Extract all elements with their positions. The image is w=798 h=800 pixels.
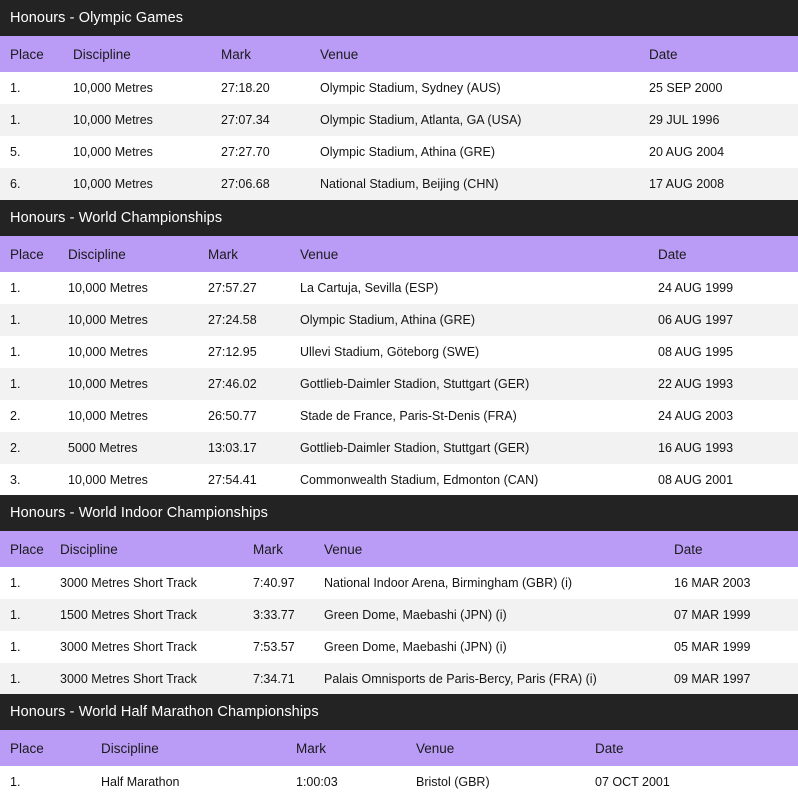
column-header-date: Date [674, 541, 703, 557]
table-header-row [0, 236, 798, 272]
venue-cell: National Indoor Arena, Birmingham (GBR) (i) [324, 576, 573, 590]
place-cell: 1. [10, 81, 21, 95]
discipline-cell: 10,000 Metres [68, 281, 148, 295]
venue-cell: Olympic Stadium, Sydney (AUS) [320, 81, 501, 95]
honours-table [0, 531, 798, 694]
column-header-venue: Venue [300, 246, 339, 262]
discipline-cell: 1500 Metres Short Track [60, 608, 197, 622]
date-cell: 05 MAR 1999 [674, 640, 751, 654]
mark-cell: 7:34.71 [253, 672, 295, 686]
table-row [0, 631, 798, 663]
column-header-venue: Venue [320, 46, 359, 62]
column-header-place: Place [10, 46, 44, 62]
table-header-row [0, 730, 798, 766]
venue-cell: Olympic Stadium, Athina (GRE) [320, 145, 496, 159]
column-header-venue: Venue [324, 541, 363, 557]
venue-cell: Stade de France, Paris-St-Denis (FRA) [300, 409, 517, 423]
date-cell: 20 AUG 2004 [649, 145, 725, 159]
table-row [0, 336, 798, 368]
venue-cell: Bristol (GBR) [416, 775, 490, 789]
place-cell: 1. [10, 640, 21, 654]
table-header-row [0, 531, 798, 567]
date-cell: 22 AUG 1993 [658, 377, 734, 391]
column-header-venue: Venue [416, 740, 455, 756]
venue-cell: Green Dome, Maebashi (JPN) (i) [324, 640, 507, 654]
place-cell: 1. [10, 281, 21, 295]
date-cell: 06 AUG 1997 [658, 313, 734, 327]
section-title: Honours - World Half Marathon Championships [0, 694, 798, 730]
table-row [0, 72, 798, 104]
table-row [0, 567, 798, 599]
mark-cell: 26:50.77 [208, 409, 257, 423]
venue-cell: Gottlieb-Daimler Stadion, Stuttgart (GER) [300, 441, 530, 455]
discipline-cell: 3000 Metres Short Track [60, 576, 197, 590]
mark-cell: 27:12.95 [208, 345, 257, 359]
discipline-cell: 10,000 Metres [68, 313, 148, 327]
date-cell: 17 AUG 2008 [649, 177, 725, 191]
place-cell: 1. [10, 377, 21, 391]
venue-cell: Olympic Stadium, Athina (GRE) [300, 313, 476, 327]
column-header-mark: Mark [253, 541, 283, 557]
column-header-date: Date [658, 246, 687, 262]
date-cell: 25 SEP 2000 [649, 81, 723, 95]
column-header-discipline: Discipline [60, 541, 118, 557]
mark-cell: 27:27.70 [221, 145, 270, 159]
table-row [0, 432, 798, 464]
place-cell: 2. [10, 409, 21, 423]
place-cell: 1. [10, 313, 21, 327]
column-header-mark: Mark [221, 46, 251, 62]
table-row [0, 272, 798, 304]
discipline-cell: 3000 Metres Short Track [60, 672, 197, 686]
column-header-place: Place [10, 541, 44, 557]
discipline-cell: 10,000 Metres [68, 345, 148, 359]
discipline-cell: 10,000 Metres [68, 377, 148, 391]
honours-table [0, 730, 798, 798]
place-cell: 1. [10, 672, 21, 686]
table-row [0, 663, 798, 694]
date-cell: 29 JUL 1996 [649, 113, 720, 127]
mark-cell: 1:00:03 [296, 775, 338, 789]
table-row [0, 136, 798, 168]
column-header-discipline: Discipline [68, 246, 126, 262]
mark-cell: 27:57.27 [208, 281, 257, 295]
column-header-discipline: Discipline [101, 740, 159, 756]
discipline-cell: 10,000 Metres [73, 113, 153, 127]
table-row [0, 368, 798, 400]
place-cell: 1. [10, 608, 21, 622]
date-cell: 24 AUG 1999 [658, 281, 734, 295]
place-cell: 5. [10, 145, 21, 159]
section-title: Honours - World Indoor Championships [0, 495, 798, 531]
venue-cell: Commonwealth Stadium, Edmonton (CAN) [300, 473, 539, 487]
mark-cell: 27:46.02 [208, 377, 257, 391]
table-row [0, 304, 798, 336]
discipline-cell: 10,000 Metres [68, 409, 148, 423]
discipline-cell: 3000 Metres Short Track [60, 640, 197, 654]
section-title: Honours - Olympic Games [0, 0, 798, 36]
venue-cell: Olympic Stadium, Atlanta, GA (USA) [320, 113, 522, 127]
date-cell: 07 OCT 2001 [595, 775, 670, 789]
date-cell: 09 MAR 1997 [674, 672, 751, 686]
place-cell: 1. [10, 576, 21, 590]
world-indoor-championships-section [0, 495, 798, 694]
mark-cell: 27:18.20 [221, 81, 270, 95]
discipline-cell: Half Marathon [101, 775, 180, 789]
table-row [0, 104, 798, 136]
column-header-place: Place [10, 740, 44, 756]
mark-cell: 27:06.68 [221, 177, 270, 191]
discipline-cell: 10,000 Metres [73, 177, 153, 191]
place-cell: 6. [10, 177, 21, 191]
honours-table [0, 236, 798, 495]
world-championships-section [0, 200, 798, 495]
column-header-mark: Mark [208, 246, 238, 262]
place-cell: 2. [10, 441, 21, 455]
date-cell: 16 AUG 1993 [658, 441, 734, 455]
venue-cell: Ullevi Stadium, Göteborg (SWE) [300, 345, 480, 359]
discipline-cell: 10,000 Metres [73, 81, 153, 95]
column-header-mark: Mark [296, 740, 326, 756]
date-cell: 08 AUG 1995 [658, 345, 734, 359]
date-cell: 07 MAR 1999 [674, 608, 751, 622]
column-header-date: Date [649, 46, 678, 62]
column-header-date: Date [595, 740, 624, 756]
discipline-cell: 10,000 Metres [68, 473, 148, 487]
table-row [0, 766, 798, 798]
place-cell: 1. [10, 113, 21, 127]
date-cell: 16 MAR 2003 [674, 576, 751, 590]
mark-cell: 7:53.57 [253, 640, 295, 654]
olympic-games-section [0, 0, 798, 200]
venue-cell: National Stadium, Beijing (CHN) [320, 177, 499, 191]
discipline-cell: 10,000 Metres [73, 145, 153, 159]
date-cell: 08 AUG 2001 [658, 473, 734, 487]
date-cell: 24 AUG 2003 [658, 409, 734, 423]
world-half-marathon-championships-section [0, 694, 798, 800]
mark-cell: 7:40.97 [253, 576, 295, 590]
place-cell: 1. [10, 345, 21, 359]
column-header-discipline: Discipline [73, 46, 131, 62]
honours-table [0, 36, 798, 200]
discipline-cell: 5000 Metres [68, 441, 138, 455]
mark-cell: 27:54.41 [208, 473, 257, 487]
table-row [0, 400, 798, 432]
table-header-row [0, 36, 798, 72]
venue-cell: La Cartuja, Sevilla (ESP) [300, 281, 439, 295]
mark-cell: 27:24.58 [208, 313, 257, 327]
mark-cell: 3:33.77 [253, 608, 295, 622]
table-row [0, 599, 798, 631]
column-header-place: Place [10, 246, 44, 262]
venue-cell: Palais Omnisports de Paris-Bercy, Paris (FRA) (i) [324, 672, 597, 686]
mark-cell: 27:07.34 [221, 113, 270, 127]
section-title: Honours - World Championships [0, 200, 798, 236]
table-row [0, 168, 798, 200]
table-row [0, 464, 798, 495]
venue-cell: Gottlieb-Daimler Stadion, Stuttgart (GER) [300, 377, 530, 391]
place-cell: 1. [10, 775, 21, 789]
place-cell: 3. [10, 473, 21, 487]
venue-cell: Green Dome, Maebashi (JPN) (i) [324, 608, 507, 622]
mark-cell: 13:03.17 [208, 441, 257, 455]
